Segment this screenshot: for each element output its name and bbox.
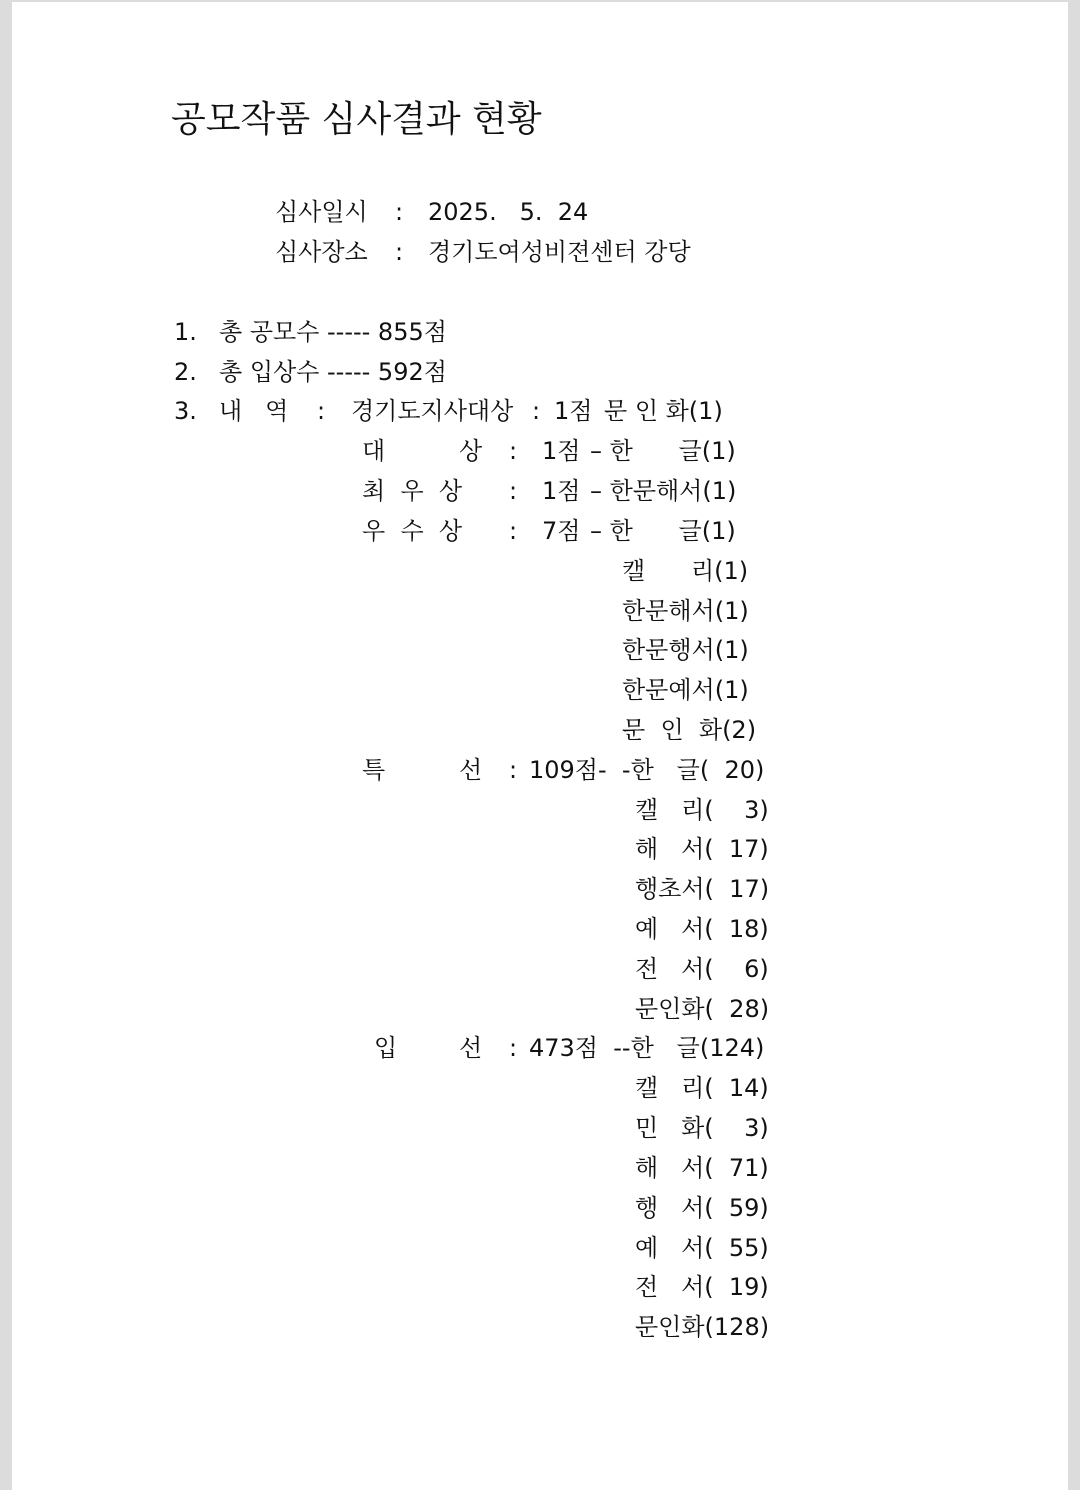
page-title: 공모작품 심사결과 현황 [171, 99, 542, 140]
award-label: 경기도지사대상 [351, 397, 514, 425]
award-detail: 예 서( 55) [635, 1234, 769, 1262]
item-text: 총 공모수 ----- 855점 [219, 318, 447, 346]
award-detail: 행초서( 17) [635, 875, 770, 903]
award-detail: 예 서( 18) [635, 915, 769, 943]
award-sep: : [509, 437, 518, 465]
meta-label-date: 심사일시 [275, 198, 368, 226]
award-detail: 해 서( 71) [635, 1154, 769, 1182]
award-detail: 캘 리(1) [622, 557, 749, 585]
award-detail: 캘 리( 3) [635, 796, 769, 824]
award-label: 최 우 상 [362, 477, 463, 505]
award-label: 대 [362, 437, 386, 465]
award-detail: 한문예서(1) [622, 676, 749, 704]
award-sep: : [509, 1034, 518, 1062]
award-sep: : [509, 477, 518, 505]
award-label: 선 [459, 756, 483, 784]
award-label: 입 [374, 1034, 398, 1062]
item-label: 내 역 [219, 397, 289, 425]
item-number: 2. [174, 358, 197, 386]
award-detail: 한문행서(1) [622, 636, 749, 664]
award-detail: 문인화( 28) [635, 995, 770, 1023]
award-sep: : [509, 756, 518, 784]
award-count: 1점 [542, 477, 581, 505]
award-label: 선 [459, 1034, 483, 1062]
item-number: 3. [174, 397, 197, 425]
award-label: 상 [459, 437, 483, 465]
award-label: 우 수 상 [362, 517, 463, 545]
award-sep: : [509, 517, 518, 545]
award-sep: : [532, 397, 541, 425]
award-detail: 전 서( 6) [635, 955, 769, 983]
item-text: 총 입상수 ----- 592점 [219, 358, 447, 386]
award-detail: 문인화(128) [635, 1313, 770, 1341]
award-count: 1점 [542, 437, 581, 465]
item-number: 1. [174, 318, 197, 346]
meta-value-place: 경기도여성비젼센터 강당 [428, 238, 691, 266]
award-detail: – 한 글(1) [590, 437, 736, 465]
award-detail: 민 화( 3) [635, 1114, 769, 1142]
award-detail: 캘 리( 14) [635, 1074, 769, 1102]
award-label: 특 [362, 756, 386, 784]
award-count: 1점 [554, 397, 593, 425]
award-detail: 109점- -한 글( 20) [529, 756, 765, 784]
award-detail: 문 인 화(2) [622, 716, 757, 744]
award-detail: – 한 글(1) [590, 517, 736, 545]
meta-label-place: 심사장소 [275, 238, 368, 266]
award-detail: 전 서( 19) [635, 1273, 769, 1301]
meta-sep-date: : [395, 198, 404, 226]
award-detail: 473점 --한 글(124) [529, 1034, 765, 1062]
award-detail: 해 서( 17) [635, 835, 769, 863]
meta-sep-place: : [395, 238, 404, 266]
item-sep: : [317, 397, 326, 425]
award-detail: 행 서( 59) [635, 1194, 769, 1222]
award-detail: 문 인 화(1) [604, 397, 723, 425]
document-page [12, 2, 1068, 1490]
award-detail: 한문해서(1) [622, 597, 749, 625]
award-detail: – 한문해서(1) [590, 477, 737, 505]
award-count: 7점 [542, 517, 581, 545]
meta-value-date: 2025. 5. 24 [428, 198, 589, 226]
